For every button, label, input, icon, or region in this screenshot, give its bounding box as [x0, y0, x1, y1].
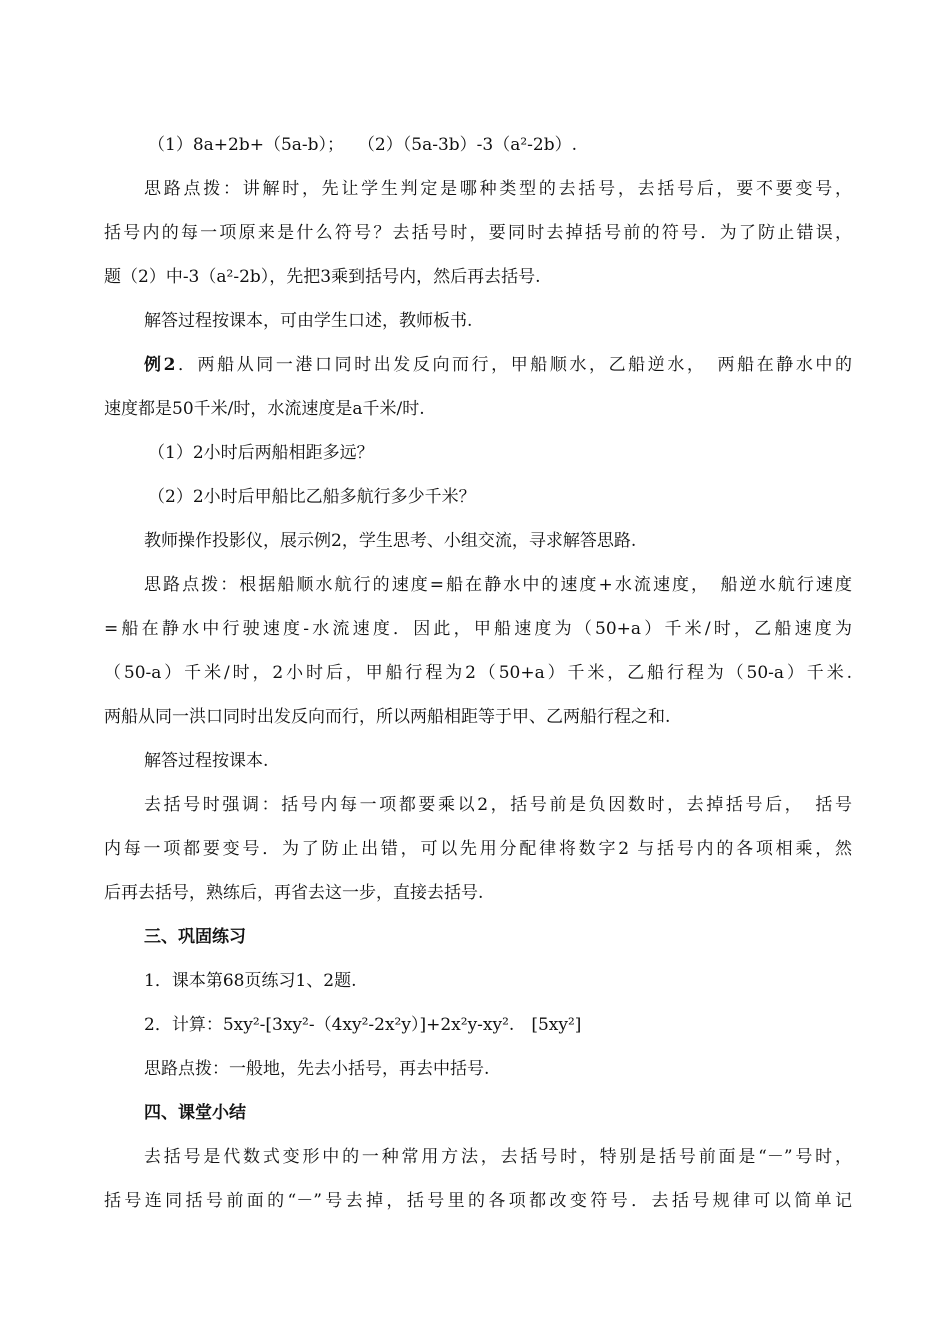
hint-paragraph-1-line-1: 思路点拨：讲解时，先让学生判定是哪种类型的去括号，去括号后，要不要变号，: [144, 179, 852, 199]
section-heading-practice: 三、巩固练习: [144, 927, 246, 947]
example-2-label: 例2: [144, 355, 176, 375]
emphasis-paragraph-line-3: 后再去括号，熟练后，再省去这一步，直接去括号.: [104, 883, 484, 903]
example-2-question-1: （1）2小时后两船相距多远？: [148, 443, 374, 463]
example-2-question-2: （2）2小时后甲船比乙船多航行多少千米？: [148, 487, 476, 507]
emphasis-paragraph-line-1: 去括号时强调：括号内每一项都要乘以2，括号前是负因数时，去掉括号后， 括号: [144, 795, 852, 815]
hint-paragraph-2-line-2: =船在静水中行驶速度-水流速度．因此，甲船速度为（50+a）千米/时，乙船速度为: [104, 619, 852, 639]
practice-item-2: 2．计算：5xy²-[3xy²-（4xy²-2x²y）]+2x²y-xy². [5xy²]: [144, 1015, 582, 1035]
hint-paragraph-2-line-4: 两船从同一洪口同时出发反向而行，所以两船相距等于甲、乙两船行程之和.: [104, 707, 671, 727]
hint-paragraph-1-line-2: 括号内的每一项原来是什么符号？去括号时，要同时去掉括号前的符号．为了防止错误，: [104, 223, 852, 243]
emphasis-paragraph-line-2: 内每一项都要变号．为了防止出错，可以先用分配律将数字2 与括号内的各项相乘，然: [104, 839, 852, 859]
section-heading-summary: 四、课堂小结: [144, 1103, 246, 1123]
practice-hint: 思路点拨：一般地，先去小括号，再去中括号.: [144, 1059, 490, 1079]
practice-item-1: 1．课本第68页练习1、2题.: [144, 971, 357, 991]
exercise-1-expressions: （1）8a+2b+（5a-b）； （2）（5a-3b）-3（a²-2b）.: [148, 135, 578, 155]
summary-paragraph-line-2: 括号连同括号前面的“－”号去掉，括号里的各项都改变符号．去括号规律可以简单记: [104, 1191, 852, 1211]
summary-paragraph-line-1: 去括号是代数式变形中的一种常用方法，去括号时，特别是括号前面是“－”号时，: [144, 1147, 852, 1167]
example-2-line-2: 速度都是50千米/时，水流速度是a千米/时.: [104, 399, 425, 419]
example-2-text: ．两船从同一港口同时出发反向而行，甲船顺水，乙船逆水， 两船在静水中的: [175, 355, 852, 375]
answer-note-2: 解答过程按课本.: [144, 751, 269, 771]
example-2-line-1: [144, 353, 852, 377]
hint-paragraph-1-line-3: 题（2）中-3（a²-2b），先把3乘到括号内，然后再去括号.: [104, 267, 541, 287]
teacher-note: 教师操作投影仪，展示例2，学生思考、小组交流，寻求解答思路.: [144, 531, 637, 551]
hint-paragraph-2-line-3: （50-a）千米/时，2小时后，甲船行程为2（50+a）千米，乙船行程为（50-a）千米.: [104, 663, 852, 683]
hint-paragraph-2-line-1: 思路点拨：根据船顺水航行的速度=船在静水中的速度+水流速度， 船逆水航行速度: [144, 575, 852, 595]
answer-note-1: 解答过程按课本，可由学生口述，教师板书.: [144, 311, 473, 331]
